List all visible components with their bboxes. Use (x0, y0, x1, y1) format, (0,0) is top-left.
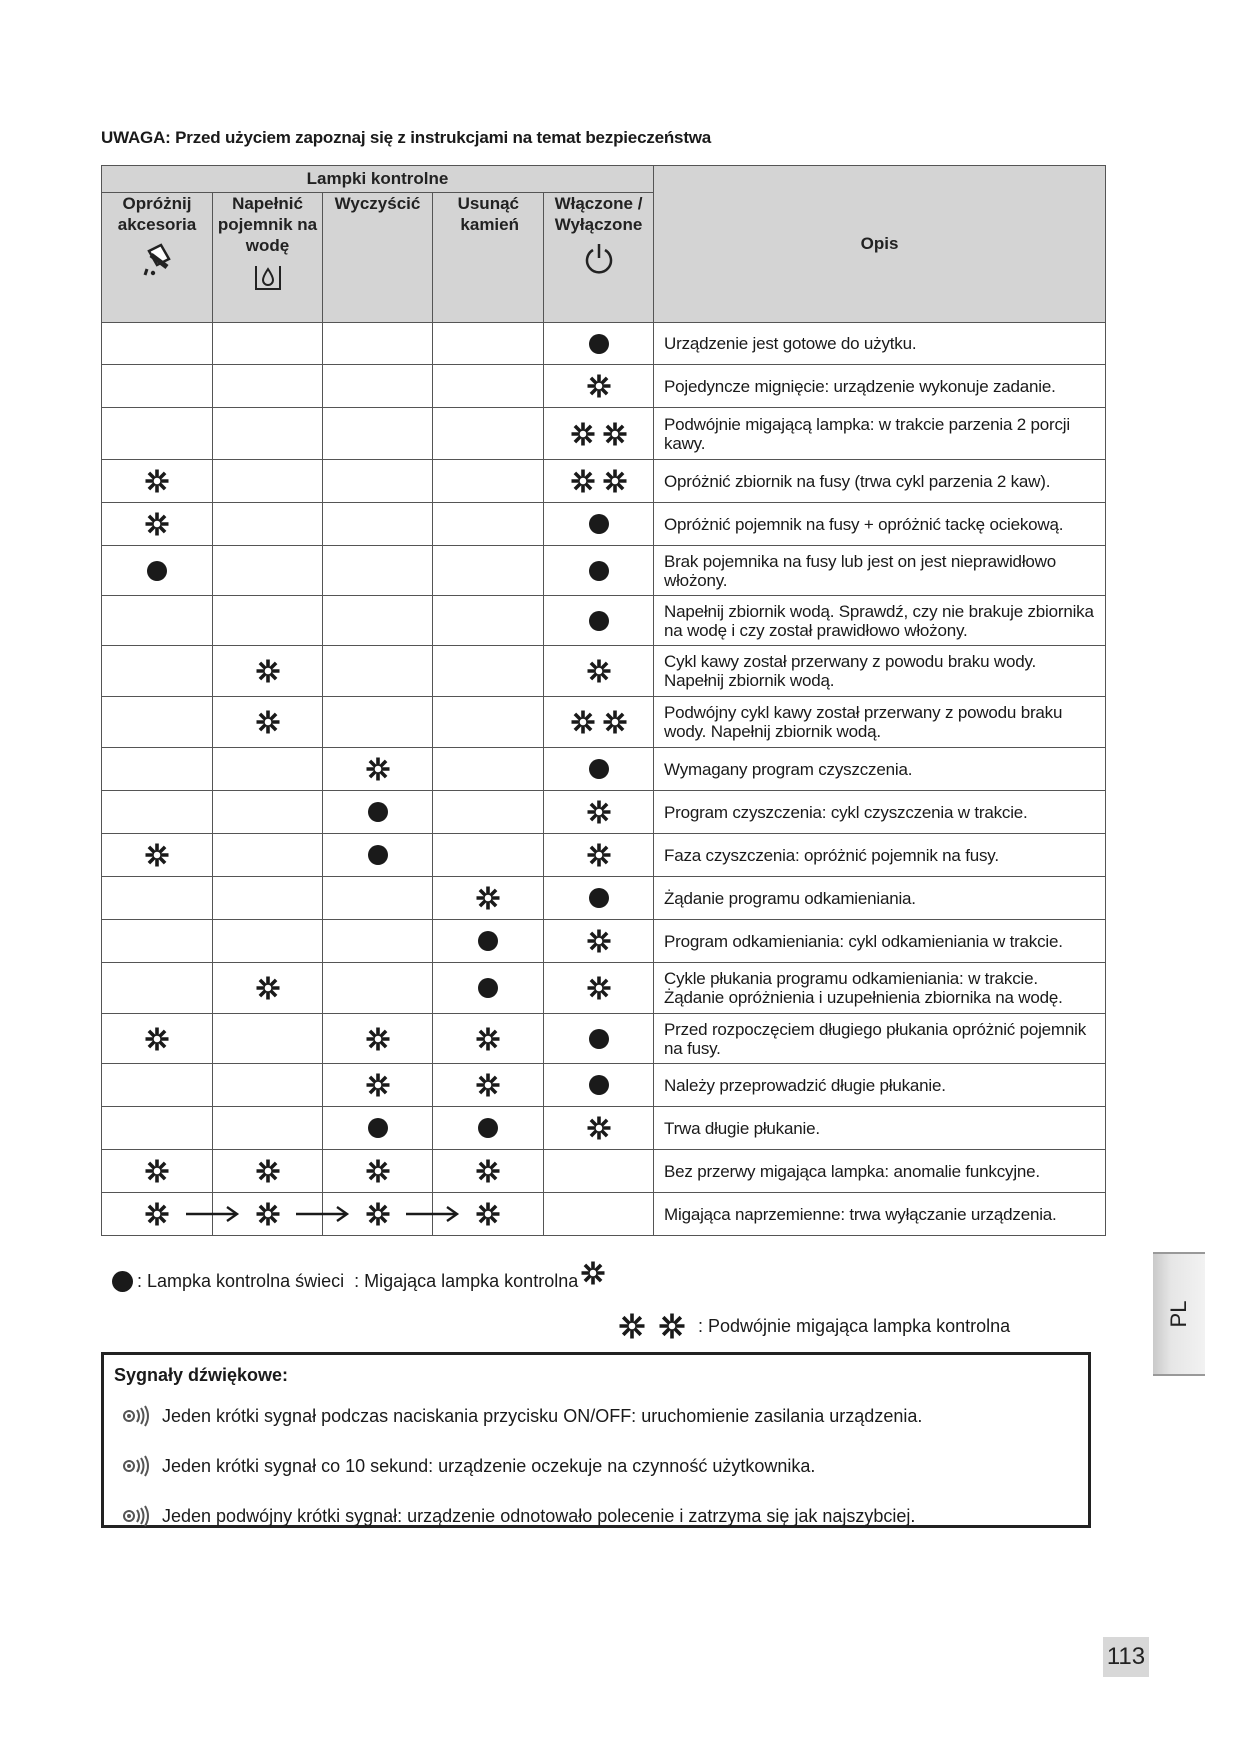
blink-lamp-icon (144, 1201, 170, 1227)
indicator-table (101, 165, 1106, 1236)
col-label: Włączone / Wyłączone (554, 194, 643, 234)
row-description: Należy przeprowadzić długie płukanie. (654, 1064, 1106, 1107)
lamp-cell (323, 963, 433, 1014)
lamp-cell (433, 1064, 544, 1107)
sound-text: Jeden krótki sygnał podczas naciskania przycisku ON/OFF: uruchomienie zasilania urządzenia. (162, 1405, 923, 1426)
lamp-cell (102, 920, 213, 963)
table-row (102, 834, 1106, 877)
lamp-cell (323, 1064, 433, 1107)
table-row (102, 877, 1106, 920)
double-blink-icon (567, 425, 631, 442)
row-description: Program czyszczenia: cykl czyszczenia w trakcie. (654, 791, 1106, 834)
col-header-descale (433, 193, 544, 323)
sound-signals-box (101, 1352, 1091, 1528)
lamp-cell (433, 1014, 544, 1064)
lamp-cell (213, 920, 323, 963)
desc-header: Opis (654, 166, 1106, 323)
table-row (102, 646, 1106, 697)
lamp-cell (433, 365, 544, 408)
blink-lamp-icon (475, 885, 501, 911)
row-description: Przed rozpoczęciem długiego płukania opróżnić pojemnik na fusy. (654, 1014, 1106, 1064)
blink-lamp-icon (365, 1158, 391, 1184)
lamp-cell (433, 877, 544, 920)
blink-lamp-icon (255, 1201, 281, 1227)
blink-lamp-icon (475, 1072, 501, 1098)
sound-item (122, 1405, 922, 1427)
blink-lamp-icon (365, 1072, 391, 1098)
blink-lamp-icon (570, 709, 596, 735)
lamp-on-icon (589, 1075, 609, 1095)
blink-lamp-icon (586, 1115, 612, 1141)
table-row (102, 1064, 1106, 1107)
blink-lamp-icon (365, 1026, 391, 1052)
lamp-on-icon (589, 514, 609, 534)
lamp-cell (433, 748, 544, 791)
blink-lamp-icon (144, 1026, 170, 1052)
lamp-cell (433, 834, 544, 877)
table-row (102, 697, 1106, 748)
lamp-cell (213, 1150, 323, 1193)
row-description: Urządzenie jest gotowe do użytku. (654, 323, 1106, 365)
table-row (102, 748, 1106, 791)
lamp-on-icon (478, 1118, 498, 1138)
row-description: Żądanie programu odkamieniania. (654, 877, 1106, 920)
lamp-cell (213, 963, 323, 1014)
lamp-cell (433, 697, 544, 748)
lamp-cell (433, 323, 544, 365)
lamp-on-icon (147, 561, 167, 581)
table-row (102, 1107, 1106, 1150)
row-description: Cykle płukania programu odkamieniania: w trakcie. Żądanie opróżnienia i uzupełnienia zbiornika na wodę. (654, 963, 1106, 1014)
water-tank-icon (253, 262, 283, 292)
table-row (102, 365, 1106, 408)
lamp-cell (102, 1014, 213, 1064)
table-row (102, 1193, 1106, 1236)
row-description: Podwójnie migającą lampka: w trakcie parzenia 2 porcji kawy. (654, 408, 1106, 460)
blink-lamp-icon (255, 709, 281, 735)
row-description: Opróżnić pojemnik na fusy + opróżnić tackę ociekową. (654, 503, 1106, 546)
row-description: Pojedyncze mignięcie: urządzenie wykonuje zadanie. (654, 365, 1106, 408)
lamp-cell (102, 1193, 213, 1236)
blink-lamp-icon (602, 709, 628, 735)
row-description: Faza czyszczenia: opróżnić pojemnik na fusy. (654, 834, 1106, 877)
lamp-on-icon (589, 334, 609, 354)
col-label: Napełnić pojemnik na wodę (217, 194, 318, 255)
arrow-right-icon (404, 1205, 460, 1223)
row-description: Opróżnić zbiornik na fusy (trwa cykl parzenia 2 kaw). (654, 460, 1106, 503)
blink-lamp-icon (475, 1026, 501, 1052)
lamp-cell (102, 408, 213, 460)
blink-lamp-icon (586, 799, 612, 825)
lamp-on-icon (112, 1271, 133, 1292)
lamp-cell (433, 408, 544, 460)
lamp-cell (323, 920, 433, 963)
lamp-cell (213, 748, 323, 791)
table-row (102, 1150, 1106, 1193)
blink-lamp-icon (144, 1158, 170, 1184)
legend-blink-label: : Migająca lampka kontrolna (354, 1270, 579, 1291)
lamp-cell (102, 834, 213, 877)
lamp-cell (544, 546, 654, 596)
blink-lamp-icon (618, 1312, 646, 1340)
lamp-cell (213, 697, 323, 748)
sound-item (122, 1505, 915, 1527)
lamp-cell (544, 791, 654, 834)
lamp-on-icon (478, 931, 498, 951)
lamp-cell (544, 646, 654, 697)
safety-warning: UWAGA: Przed użyciem zapoznaj się z instrukcjami na temat bezpieczeństwa (101, 128, 712, 147)
lamp-cell (213, 546, 323, 596)
lamp-on-icon (589, 611, 609, 631)
blink-lamp-icon (365, 756, 391, 782)
lamp-cell (323, 546, 433, 596)
sound-title: Sygnały dźwiękowe: (114, 1365, 289, 1385)
col-label: Opróżnij akcesoria (117, 194, 197, 234)
lamp-cell (323, 748, 433, 791)
col-label: Wyczyścić (334, 194, 421, 213)
row-description: Brak pojemnika na fusy lub jest on jest nieprawidłowo włożony. (654, 546, 1106, 596)
lamp-cell (323, 1150, 433, 1193)
lamp-cell (544, 1193, 654, 1236)
table-row (102, 963, 1106, 1014)
lamp-cell (544, 1064, 654, 1107)
lamp-cell (433, 1107, 544, 1150)
lamp-cell (433, 920, 544, 963)
blink-lamp-icon (144, 468, 170, 494)
lamp-cell (213, 503, 323, 546)
lamp-cell (323, 834, 433, 877)
lamp-cell (102, 877, 213, 920)
lamp-cell (102, 460, 213, 503)
blink-lamp-icon (586, 373, 612, 399)
lamp-cell (213, 834, 323, 877)
legend-double-label: : Podwójnie migająca lampka kontrolna (698, 1315, 1011, 1336)
lamp-cell (433, 546, 544, 596)
blink-lamp-icon (365, 1201, 391, 1227)
col-header-power (544, 193, 654, 323)
lamp-cell (213, 323, 323, 365)
lamp-cell (323, 596, 433, 646)
blink-lamp-icon (144, 842, 170, 868)
group-header: Lampki kontrolne (102, 166, 654, 193)
arrow-right-icon (294, 1205, 350, 1223)
table-row (102, 323, 1106, 365)
speaker-icon (122, 1505, 152, 1527)
lamp-on-icon (589, 1029, 609, 1049)
row-description: Napełnij zbiornik wodą. Sprawdź, czy nie brakuje zbiornika na wodę i czy został prawidłowo włożony. (654, 596, 1106, 646)
lamp-cell (213, 646, 323, 697)
blink-lamp-icon (586, 658, 612, 684)
legend-double (618, 1312, 1010, 1340)
row-description: Podwójny cykl kawy został przerwany z powodu braku wody. Napełnij zbiornik wodą. (654, 697, 1106, 748)
lamp-cell (323, 791, 433, 834)
lamp-cell (323, 503, 433, 546)
lamp-cell (213, 460, 323, 503)
row-description: Wymagany program czyszczenia. (654, 748, 1106, 791)
table-row (102, 920, 1106, 963)
blink-lamp-icon (255, 658, 281, 684)
lamp-cell (433, 963, 544, 1014)
blink-lamp-icon (602, 468, 628, 494)
lamp-cell (433, 460, 544, 503)
power-icon (583, 241, 615, 275)
lamp-cell (102, 1150, 213, 1193)
blink-lamp-icon (144, 511, 170, 537)
lamp-cell (323, 408, 433, 460)
lamp-on-icon (368, 845, 388, 865)
language-tab (1153, 1252, 1205, 1376)
lamp-cell (213, 1064, 323, 1107)
lamp-cell (544, 596, 654, 646)
lamp-on-icon (589, 561, 609, 581)
table-row (102, 791, 1106, 834)
lamp-on-icon (368, 802, 388, 822)
legend-on-label: : Lampka kontrolna świeci (137, 1270, 345, 1291)
double-blink-icon (567, 472, 631, 489)
row-description: Migająca naprzemienne: trwa wyłączanie urządzenia. (654, 1193, 1106, 1236)
lamp-cell (213, 365, 323, 408)
lamp-cell (102, 546, 213, 596)
lamp-cell (213, 791, 323, 834)
blink-lamp-icon (658, 1312, 686, 1340)
lamp-cell (544, 460, 654, 503)
lamp-cell (544, 748, 654, 791)
lamp-cell (323, 365, 433, 408)
lamp-cell (544, 1150, 654, 1193)
table-row (102, 503, 1106, 546)
lamp-cell (544, 877, 654, 920)
lamp-cell (102, 503, 213, 546)
lamp-cell (102, 963, 213, 1014)
lamp-cell (323, 697, 433, 748)
arrow-right-icon (184, 1205, 240, 1223)
grounds-container-icon (139, 241, 175, 279)
blink-lamp-icon (475, 1201, 501, 1227)
blink-lamp-icon (255, 975, 281, 1001)
lamp-on-icon (478, 978, 498, 998)
lamp-cell (213, 596, 323, 646)
lamp-cell (213, 1014, 323, 1064)
lamp-cell (323, 877, 433, 920)
lamp-on-icon (368, 1118, 388, 1138)
lamp-cell (102, 1107, 213, 1150)
lamp-cell (544, 365, 654, 408)
double-blink-icon (567, 713, 631, 730)
page-number: 113 (1103, 1637, 1149, 1677)
lamp-cell (102, 323, 213, 365)
sound-text: Jeden krótki sygnał co 10 sekund: urządzenie oczekuje na czynność użytkownika. (162, 1455, 816, 1476)
blink-lamp-icon (580, 1260, 606, 1286)
table-row (102, 546, 1106, 596)
lamp-cell (102, 697, 213, 748)
lamp-cell (102, 646, 213, 697)
col-header-empty-accessories (102, 193, 213, 323)
col-header-clean (323, 193, 433, 323)
blink-lamp-icon (570, 468, 596, 494)
lamp-on-icon (589, 888, 609, 908)
sound-item (122, 1455, 815, 1477)
lamp-cell (323, 460, 433, 503)
lamp-cell (323, 1107, 433, 1150)
table-row (102, 1014, 1106, 1064)
lamp-cell (102, 365, 213, 408)
language-tab-label: PL (1166, 1300, 1191, 1328)
legend-lamp-states (112, 1268, 606, 1294)
lamp-cell (433, 503, 544, 546)
lamp-cell (213, 408, 323, 460)
table-row (102, 460, 1106, 503)
row-description: Cykl kawy został przerwany z powodu braku wody. Napełnij zbiornik wodą. (654, 646, 1106, 697)
lamp-cell (102, 596, 213, 646)
lamp-cell (433, 646, 544, 697)
lamp-cell (102, 1064, 213, 1107)
lamp-cell (544, 963, 654, 1014)
lamp-cell (433, 791, 544, 834)
lamp-on-icon (589, 759, 609, 779)
lamp-cell (544, 408, 654, 460)
lamp-cell (213, 877, 323, 920)
row-description: Bez przerwy migająca lampka: anomalie funkcyjne. (654, 1150, 1106, 1193)
blink-lamp-icon (586, 842, 612, 868)
lamp-cell (102, 791, 213, 834)
speaker-icon (122, 1405, 152, 1427)
lamp-cell (544, 503, 654, 546)
lamp-cell (433, 1150, 544, 1193)
row-description: Program odkamieniania: cykl odkamieniania w trakcie. (654, 920, 1106, 963)
speaker-icon (122, 1455, 152, 1477)
blink-lamp-icon (586, 975, 612, 1001)
lamp-cell (544, 834, 654, 877)
blink-lamp-icon (255, 1158, 281, 1184)
sound-text: Jeden podwójny krótki sygnał: urządzenie odnotowało polecenie i zatrzyma się jak najszybciej. (162, 1505, 916, 1526)
lamp-cell (323, 323, 433, 365)
col-label: Usunąć kamień (457, 194, 519, 234)
lamp-cell (544, 1014, 654, 1064)
lamp-cell (102, 748, 213, 791)
blink-lamp-icon (570, 421, 596, 447)
lamp-cell (544, 323, 654, 365)
lamp-cell (323, 1014, 433, 1064)
lamp-cell (323, 646, 433, 697)
blink-lamp-icon (602, 421, 628, 447)
col-header-fill-water (213, 193, 323, 323)
blink-lamp-icon (586, 928, 612, 954)
lamp-cell (213, 1107, 323, 1150)
lamp-cell (544, 697, 654, 748)
lamp-cell (544, 1107, 654, 1150)
table-row (102, 596, 1106, 646)
lamp-cell (544, 920, 654, 963)
table-row (102, 408, 1106, 460)
row-description: Trwa długie płukanie. (654, 1107, 1106, 1150)
blink-lamp-icon (475, 1158, 501, 1184)
lamp-cell (433, 596, 544, 646)
